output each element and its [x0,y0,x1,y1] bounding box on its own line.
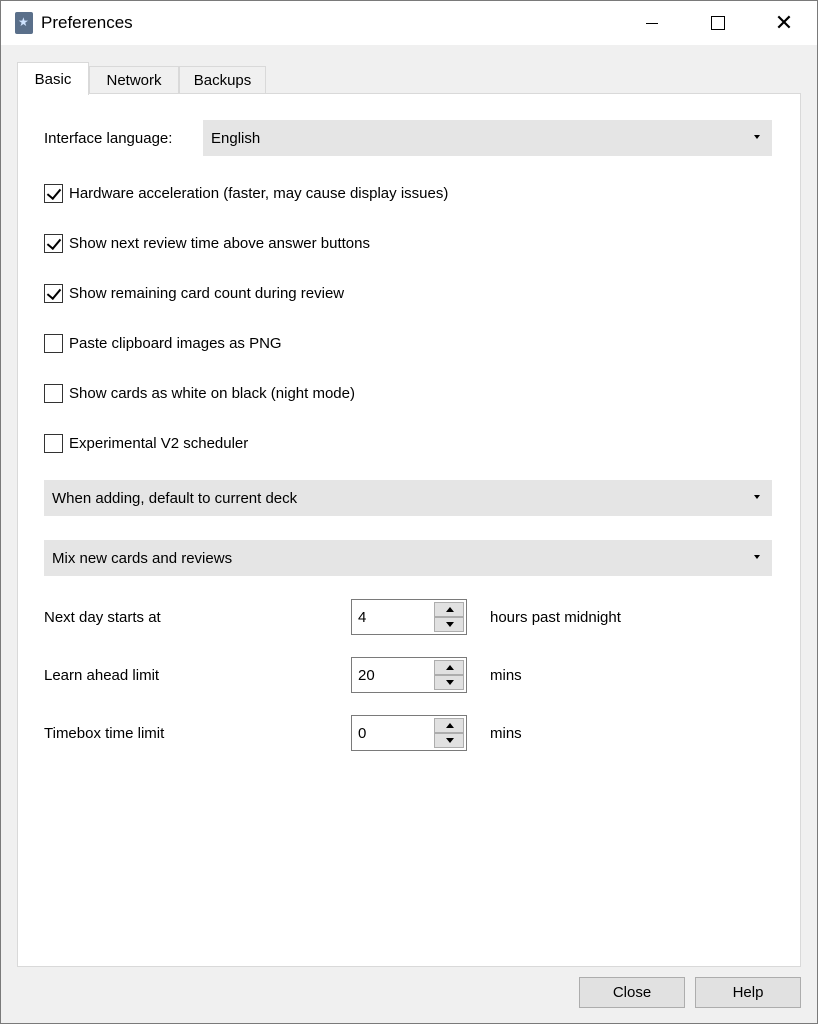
minimize-button[interactable] [619,1,685,45]
learn-ahead-increment-button[interactable] [434,660,464,675]
minimize-icon [646,23,658,24]
next-day-spinbox[interactable] [351,599,467,635]
maximize-button[interactable] [685,1,751,45]
remaining-card-count-checkbox[interactable] [44,284,63,303]
help-button[interactable]: Help [695,977,801,1008]
interface-language-value: English [211,129,261,147]
timebox-value[interactable]: 0 [358,725,367,742]
next-day-unit: hours past midnight [490,609,621,626]
timebox-unit: mins [490,725,522,742]
default-deck-select[interactable] [44,480,772,516]
learn-ahead-value[interactable]: 20 [358,667,375,684]
tab-basic[interactable]: Basic [17,62,89,95]
timebox-spinbox[interactable] [351,715,467,751]
remaining-card-count-label: Show remaining card count during review [69,284,345,302]
maximize-icon [711,16,725,30]
timebox-stepper [434,718,464,748]
window-title: Preferences [41,13,133,32]
v2-scheduler-label: Experimental V2 scheduler [69,434,249,452]
chevron-down-icon [754,555,760,559]
paste-png-option[interactable] [44,332,282,354]
new-review-mix-select[interactable] [44,540,772,576]
v2-scheduler-checkbox[interactable] [44,434,63,453]
next-day-value[interactable]: 4 [358,609,367,626]
remaining-card-count-option[interactable] [44,282,344,304]
next-review-time-label: Show next review time above answer buttons [69,234,370,252]
new-review-mix-value: Mix new cards and reviews [52,549,233,567]
next-day-decrement-button[interactable] [434,617,464,632]
learn-ahead-unit: mins [490,667,522,684]
night-mode-checkbox[interactable] [44,384,63,403]
interface-language-label: Interface language: [44,130,173,147]
paste-png-label: Paste clipboard images as PNG [69,334,282,352]
night-mode-option[interactable] [44,382,355,404]
chevron-down-icon [754,135,760,139]
learn-ahead-label: Learn ahead limit [44,667,160,684]
timebox-increment-button[interactable] [434,718,464,733]
next-review-time-checkbox[interactable] [44,234,63,253]
learn-ahead-spinbox[interactable] [351,657,467,693]
next-review-time-option[interactable] [44,232,370,254]
v2-scheduler-option[interactable] [44,432,248,454]
timebox-decrement-button[interactable] [434,733,464,748]
hardware-acceleration-option[interactable] [44,182,448,204]
close-icon: ✕ [774,10,794,35]
tab-network[interactable]: Network [89,66,179,94]
next-day-increment-button[interactable] [434,602,464,617]
close-button[interactable]: Close [579,977,685,1008]
interface-language-select[interactable] [203,120,772,156]
learn-ahead-decrement-button[interactable] [434,675,464,690]
next-day-stepper [434,602,464,632]
tab-backups[interactable]: Backups [179,66,266,94]
default-deck-value: When adding, default to current deck [52,489,298,507]
close-window-button[interactable] [751,1,817,45]
paste-png-checkbox[interactable] [44,334,63,353]
learn-ahead-stepper [434,660,464,690]
next-day-label: Next day starts at [44,609,161,626]
hardware-acceleration-checkbox[interactable] [44,184,63,203]
title-bar [1,1,817,45]
night-mode-label: Show cards as white on black (night mode) [69,384,355,402]
hardware-acceleration-label: Hardware acceleration (faster, may cause display issues) [69,184,449,202]
app-icon [15,12,33,34]
basic-panel [17,93,801,967]
chevron-down-icon [754,495,760,499]
timebox-label: Timebox time limit [44,725,165,742]
